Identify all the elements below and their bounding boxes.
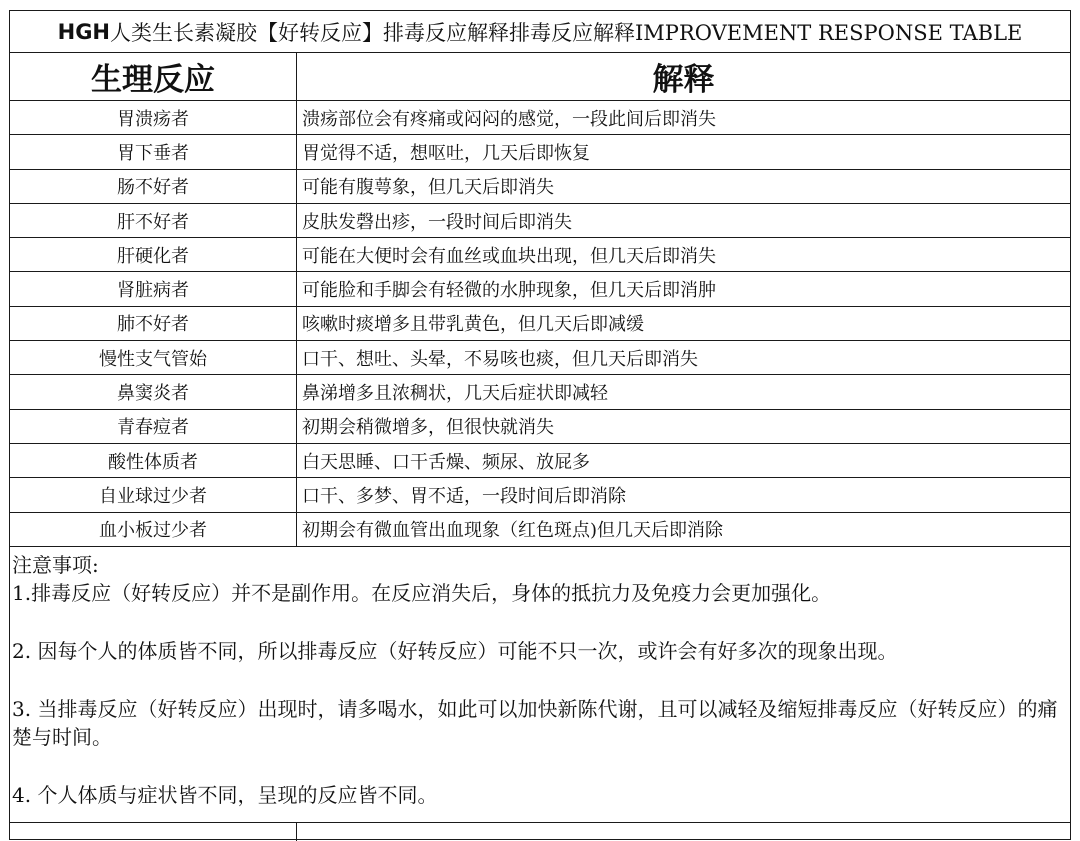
reaction-cell: 血小板过少者 [10,513,297,546]
table-row [10,170,1070,204]
table-row [10,238,1070,272]
reaction-cell: 胃溃疡者 [10,101,297,134]
reaction-cell: 酸性体质者 [10,444,297,477]
explanation-cell: 鼻涕增多且浓稠状，几天后症状即减轻 [302,383,608,405]
reaction-cell: 自业球过少者 [10,478,297,511]
explanation-cell: 胃觉得不适，想呕吐，几天后即恢复 [302,142,590,164]
explanation-cell: 溃疡部位会有疼痛或闷闷的感觉，一段此间后即消失 [302,108,716,130]
reaction-cell: 肾脏病者 [10,272,297,305]
title-text: 人类生长素凝胶【好转反应】排毒反应解释排毒反应解释IMPROVEMENT RESPONSE TABLE [110,20,1023,45]
explanation-cell: 口干、多梦、胃不适，一段时间后即消除 [302,485,626,507]
reaction-cell: 肝不好者 [10,204,297,237]
explanation-cell: 皮肤发磬出疹，一段时间后即消失 [302,211,572,233]
note-item: 4. 个人体质与症状皆不同，呈现的反应皆不同。 [12,783,438,807]
table-row [10,272,1070,306]
explanation-cell: 咳嗽时痰增多且带乳黄色，但几天后即减缓 [302,314,644,336]
table-row [10,204,1070,238]
explanation-cell: 可能在大便时会有血丝或血块出现，但几天后即消失 [302,245,716,267]
empty-footer-row [10,823,1070,841]
table-body [10,101,1070,547]
table-row [10,410,1070,444]
reaction-cell: 肠不好者 [10,170,297,203]
explanation-cell: 初期会有微血管出血现象（红色斑点)但几天后即消除 [302,520,724,542]
header-explanation: 解释 [652,62,715,98]
explanation-cell: 可能有腹萼象，但几天后即消失 [302,177,554,199]
reaction-cell: 鼻窦炎者 [10,375,297,408]
reaction-cell: 肝硬化者 [10,238,297,271]
table-row [10,444,1070,478]
reaction-cell: 青春痘者 [10,410,297,443]
table-title [10,11,1070,53]
table-row [10,341,1070,375]
note-item: 3. 当排毒反应（好转反应）出现时，请多喝水，如此可以加快新陈代谢，且可以减轻及缩短排毒反应（好转反应）的痛楚与时间。 [12,697,1058,749]
explanation-cell: 口干、想吐、头晕，不易咳也痰，但几天后即消失 [302,348,698,370]
reaction-cell: 慢性支气管始 [10,341,297,374]
note-item: 2. 因每个人的体质皆不同，所以排毒反应（好转反应）可能不只一次，或许会有好多次的现象出现。 [12,639,898,663]
table-row [10,307,1070,341]
explanation-cell: 可能脸和手脚会有轻微的水肿现象，但几天后即消肿 [302,280,716,302]
table-row [10,513,1070,547]
notes-section [10,547,1070,823]
table-row [10,135,1070,169]
header-reaction: 生理反应 [10,53,297,100]
column-header-row [10,53,1070,101]
empty-cell [10,823,297,841]
explanation-cell: 初期会稍微增多，但很快就消失 [302,417,554,439]
table-row [10,478,1070,512]
note-item: 1.排毒反应（好转反应）并不是副作用。在反应消失后，身体的抵抗力及免疫力会更加强化。 [12,581,832,605]
title-prefix: HGH [57,19,111,44]
table-row [10,101,1070,135]
table-row [10,375,1070,409]
reaction-cell: 肺不好者 [10,307,297,340]
reaction-cell: 胃下垂者 [10,135,297,168]
response-table [9,10,1071,840]
notes-heading: 注意事项: [12,553,99,577]
explanation-cell: 白天思睡、口干舌燥、频尿、放屁多 [302,451,590,473]
